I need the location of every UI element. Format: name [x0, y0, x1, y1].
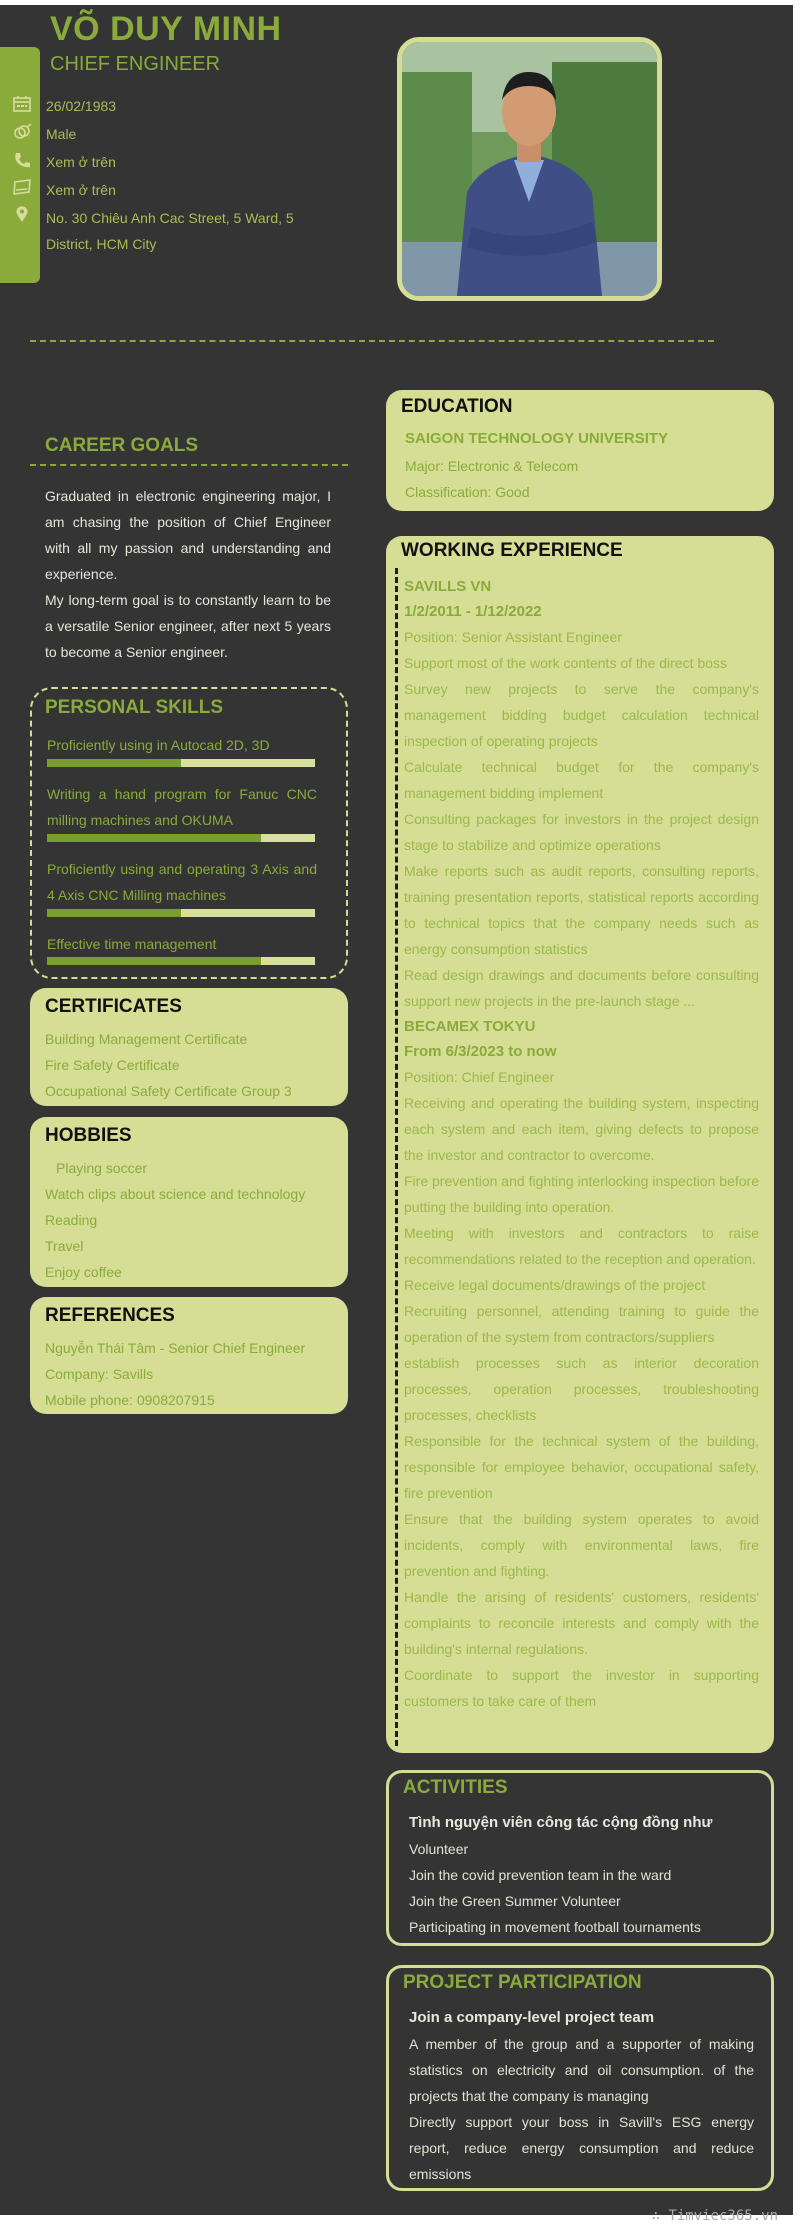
- project-participation-title: PROJECT PARTICIPATION: [403, 1972, 642, 1993]
- references-title: REFERENCES: [45, 1305, 175, 1326]
- job-entry: [404, 574, 759, 1014]
- skill-label: Proficiently using in Autocad 2D, 3D: [47, 737, 270, 753]
- list-item: Nguyễn Thái Tâm - Senior Chief Engineer: [45, 1340, 306, 1356]
- experience-list: [404, 574, 759, 1714]
- job-duty: Coordinate to support the investor in supporting customers to take care of them: [404, 1667, 759, 1709]
- birth-date: 26/02/1983: [46, 98, 117, 114]
- list-item: Building Management Certificate: [45, 1031, 248, 1047]
- contact-icon-strip: [0, 47, 40, 283]
- skill-bar: [47, 909, 315, 917]
- job-duty: Receive legal documents/drawings of the project: [404, 1277, 706, 1293]
- job-duty: Meeting with investors and contractors to raise recommendations related to the reception and operation.: [404, 1225, 759, 1267]
- list-item: Watch clips about science and technology: [45, 1186, 306, 1202]
- activities-list: [409, 1810, 754, 1940]
- references-section: [30, 1297, 348, 1414]
- job-position: Position: Senior Assistant Engineer: [404, 629, 622, 645]
- job-duty: Responsible for the technical system of the building, responsible for employee behavior, occupational safety, fire prevention: [404, 1433, 759, 1501]
- career-goals-paragraph-2: My long-term goal is to constantly learn to be a versatile Senior engineer, after next 5 years to become a Senior engineer.: [45, 592, 331, 660]
- job-title: CHIEF ENGINEER: [50, 53, 221, 75]
- job-duty: Survey new projects to serve the company's management bidding budget calculation technical inspection of operating projects: [404, 681, 759, 749]
- working-experience-title: WORKING EXPERIENCE: [401, 540, 623, 561]
- education-section: [386, 390, 774, 511]
- project-participation-section: [386, 1965, 774, 2191]
- header-divider: [30, 340, 714, 342]
- job-duty: Consulting packages for investors in the project design stage to stabilize and optimize operations: [404, 811, 759, 853]
- watermark-text: Timviec365.vn: [668, 2208, 778, 2224]
- skill-bar: [47, 957, 315, 965]
- education-major: Major: Electronic & Telecom: [405, 458, 579, 474]
- list-item: Travel: [45, 1238, 84, 1254]
- list-item: Join the Green Summer Volunteer: [409, 1893, 621, 1909]
- profile-photo: [397, 37, 662, 301]
- hobbies-section: [30, 1117, 348, 1287]
- gender: Male: [46, 126, 77, 142]
- address: No. 30 Chiêu Anh Cac Street, 5 Ward, 5 District, HCM City: [46, 210, 294, 252]
- email: Xem ở trên: [46, 182, 116, 198]
- list-item: Occupational Safety Certificate Group 3: [45, 1083, 292, 1099]
- list-item: A member of the group and a supporter of making statistics on electricity and oil consumption. of the projects that the company is managing: [409, 2036, 754, 2104]
- personal-skills-section: [30, 687, 348, 979]
- company-name: BECAMEX TOKYU: [404, 1018, 536, 1035]
- career-goals-paragraph-1: Graduated in electronic engineering major, I am chasing the position of Chief Engineer with all my passion and understanding and experience.: [45, 488, 331, 582]
- education-classification: Classification: Good: [405, 484, 530, 500]
- certificates-list: [45, 1026, 292, 1104]
- job-duty: Read design drawings and documents before consulting support new projects in the pre-launch stage ...: [404, 967, 759, 1009]
- skill-bar: [47, 759, 315, 767]
- list-item: Join the covid prevention team in the ward: [409, 1867, 672, 1883]
- job-duty: establish processes such as interior decoration processes, operation processes, troubleshooting processes, checklists: [404, 1355, 759, 1423]
- calendar-icon: [12, 95, 34, 115]
- skill-label: Effective time management: [47, 936, 217, 952]
- location-icon: [12, 205, 34, 225]
- gender-icon: [12, 123, 34, 143]
- activities-section: [386, 1770, 774, 1946]
- career-goals-underline: [30, 464, 348, 466]
- skill-label: Proficiently using and operating 3 Axis and 4 Axis CNC Milling machines: [47, 861, 317, 903]
- references-list: [45, 1335, 305, 1413]
- phone: Xem ở trên: [46, 154, 116, 170]
- list-item: Volunteer: [409, 1841, 469, 1857]
- skill-bar: [47, 834, 315, 842]
- job-duty: Recruiting personnel, attending training to guide the operation of the system from contractors/suppliers: [404, 1303, 759, 1345]
- list-item: Reading: [45, 1212, 98, 1228]
- skill-bar-fill: [47, 834, 261, 842]
- email-icon: [12, 178, 34, 198]
- skill-bar-fill: [47, 759, 181, 767]
- school-name: SAIGON TECHNOLOGY UNIVERSITY: [405, 430, 669, 447]
- site-watermark: [652, 2208, 778, 2224]
- company-name: SAVILLS VN: [404, 578, 492, 595]
- job-duty: Support most of the work contents of the direct boss: [404, 655, 727, 671]
- phone-icon: [12, 151, 34, 171]
- working-experience-section: [386, 536, 774, 1753]
- job-duty: Calculate technical budget for the company's management bidding implement: [404, 759, 759, 801]
- list-item: Playing soccer: [56, 1160, 148, 1176]
- career-goals-text: [45, 483, 331, 665]
- activities-subtitle: Tình nguyện viên công tác cộng đồng như: [409, 1814, 713, 1831]
- activities-title: ACTIVITIES: [403, 1777, 508, 1798]
- hobbies-title: HOBBIES: [45, 1125, 132, 1146]
- career-goals-title: CAREER GOALS: [45, 435, 199, 456]
- education-title: EDUCATION: [401, 396, 513, 417]
- candidate-name: VÕ DUY MINH: [50, 10, 282, 48]
- job-duty: Make reports such as audit reports, consulting reports, training presentation reports, statistical reports according to technical topics that the company needs such as energy consumption statistics: [404, 863, 759, 957]
- cv-page: [0, 5, 793, 2215]
- skill-bar-fill: [47, 957, 261, 965]
- job-duty: Receiving and operating the building system, inspecting each system and each item, giving defects to propose the investor and contractor to overcome.: [404, 1095, 759, 1163]
- job-duty: Ensure that the building system operates to avoid incidents, comply with environmental laws, fire prevention and fighting.: [404, 1511, 759, 1579]
- personal-skills-title: PERSONAL SKILLS: [45, 697, 224, 718]
- project-list: [409, 2005, 754, 2187]
- hobbies-list: [45, 1155, 305, 1285]
- watermark-logo-icon: ∴: [651, 2208, 669, 2224]
- job-duty: Fire prevention and fighting interlocking inspection before putting the building into operation.: [404, 1173, 759, 1215]
- skill-label: Writing a hand program for Fanuc CNC milling machines and OKUMA: [47, 786, 317, 828]
- job-duty: Handle the arising of residents' customers, residents' complaints to reconcile interests and comply with the building's internal regulations.: [404, 1589, 759, 1657]
- certificates-title: CERTIFICATES: [45, 996, 182, 1017]
- job-position: Position: Chief Engineer: [404, 1069, 555, 1085]
- list-item: Participating in movement football tournaments: [409, 1919, 701, 1935]
- job-dates: From 6/3/2023 to now: [404, 1043, 557, 1060]
- list-item: Directly support your boss in Savill's ESG energy report, reduce energy consumption and reduce emissions: [409, 2114, 754, 2182]
- certificates-section: [30, 988, 348, 1106]
- job-dates: 1/2/2011 - 1/12/2022: [404, 603, 542, 620]
- list-item: Fire Safety Certificate: [45, 1057, 180, 1073]
- list-item: Enjoy coffee: [45, 1264, 122, 1280]
- list-item: Mobile phone: 0908207915: [45, 1392, 215, 1408]
- job-entry: [404, 1014, 759, 1714]
- skill-bar-fill: [47, 909, 181, 917]
- project-subtitle: Join a company-level project team: [409, 2009, 655, 2026]
- list-item: Company: Savills: [45, 1366, 154, 1382]
- timeline-line: [395, 568, 398, 1746]
